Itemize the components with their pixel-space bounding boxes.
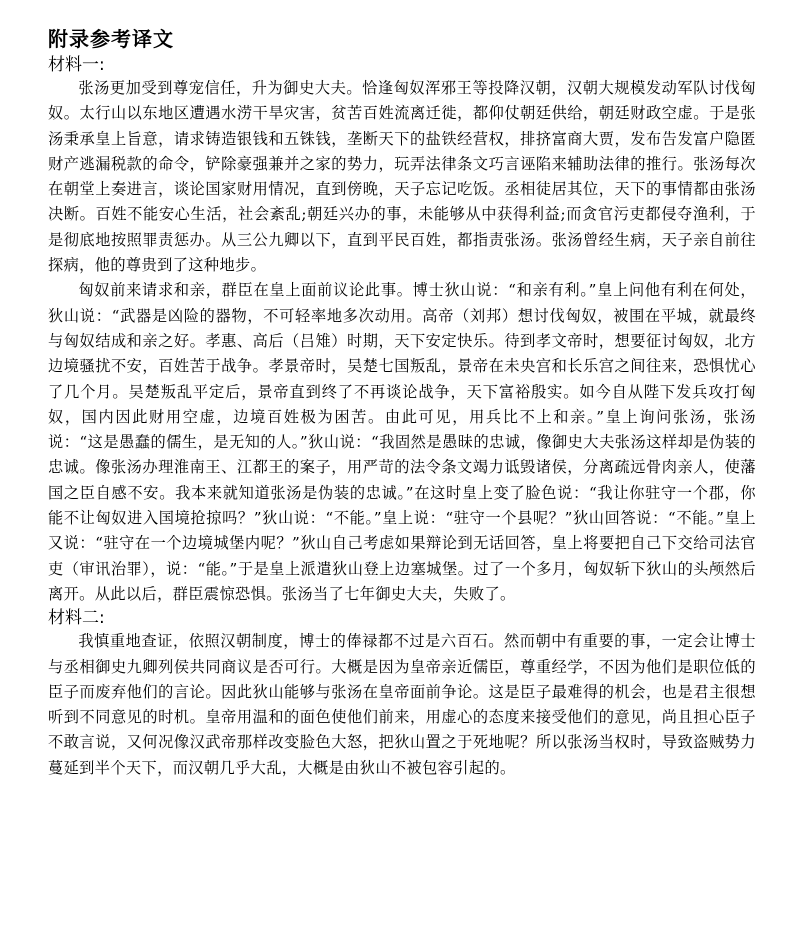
paragraph: 我慎重地查证，依照汉朝制度，博士的俸禄都不过是六百石。然而朝中有重要的事，一定会让博士与丞相御史九卿列侯共同商议是否可行。大概是因为皇帝亲近儒臣，尊重经学，不因为他们是职位低的臣子而废弃他们的言论。因此狄山能够与张汤在皇帝面前争论。这是臣子最难得的机会，也是君主很想听到不同意见的时机。皇帝用温和的面色使他们前来，用虚心的态度来接受他们的意见，尚且担心臣子不敢言说，又何况像汉武帝那样改变脸色大怒，把狄山置之于死地呢？所以张汤当权时，导致盗贼势力蔓延到半个天下，而汉朝几乎大乱，大概是由狄山不被包容引起的。 bbox=[48, 632, 756, 777]
section-label: 材料一: bbox=[48, 55, 105, 75]
section-material-one bbox=[48, 54, 756, 607]
paragraph: 匈奴前来请求和亲，群臣在皇上面前议论此事。博士狄山说：“和亲有利。”皇上问他有利在何处，狄山说：“武器是凶险的器物，不可轻率地多次动用。高帝（刘邦）想讨伐匈奴，被围在平城，就最终与匈奴结成和亲之好。孝惠、高后（吕雉）时期，天下安定快乐。待到孝文帝时，想要征讨匈奴，北方边境骚扰不安，百姓苦于战争。孝景帝时，吴楚七国叛乱，景帝在未央宫和长乐宫之间往来，恐惧忧心了几个月。吴楚叛乱平定后，景帝直到终了不再谈论战争，天下富裕殷实。如今自从陛下发兵攻打匈奴，国内因此财用空虚，边境百姓极为困苦。由此可见，用兵比不上和亲。”皇上询问张汤，张汤说：“这是愚蠢的儒生，是无知的人。”狄山说：“我固然是愚昧的忠诚，像御史大夫张汤这样却是伪装的忠诚。像张汤办理淮南王、江都王的案子，用严苛的法令条文竭力诋毁诸侯，分离疏远骨肉亲人，使藩国之臣自感不安。我本来就知道张汤是伪装的忠诚。”在这时皇上变了脸色说：“我让你驻守一个郡，你能不让匈奴进入国境抢掠吗？”狄山说：“不能。”皇上说：“驻守一个县呢？”狄山回答说：“不能。”皇上又说：“驻守在一个边境城堡内呢？”狄山自己考虑如果辩论到无话回答，皇上将要把自己下交给司法官吏（审讯治罪），说：“能。”于是皇上派遣狄山登上边塞城堡。过了一个多月，匈奴斩下狄山的头颅然后离开。从此以后，群臣震惊恐惧。张汤当了七年御史大夫，失败了。 bbox=[48, 281, 756, 603]
section-material-two bbox=[48, 607, 756, 781]
paragraph: 张汤更加受到尊宠信任，升为御史大夫。恰逢匈奴浑邪王等投降汉朝，汉朝大规模发动军队讨伐匈奴。太行山以东地区遭遇水涝干旱灾害，贫苦百姓流离迁徙，都仰仗朝廷供给，朝廷财政空虚。于是张汤秉承皇上旨意，请求铸造银钱和五铢钱，垄断天下的盐铁经营权，排挤富商大贾，发布告发富户隐匿财产逃漏税款的命令，铲除豪强兼并之家的势力，玩弄法律条文巧言诬陷来辅助法律的推行。张汤每次在朝堂上奏进言，谈论国家财用情况，直到傍晚，天子忘记吃饭。丞相徒居其位，天下的事情都由张汤决断。百姓不能安心生活，社会紊乱;朝廷兴办的事，未能够从中获得利益;而贪官污吏都侵夺渔利，于是彻底地按照罪责惩办。从三公九卿以下，直到平民百姓，都指责张汤。张汤曾经生病，天子亲自前往探病，他的尊贵到了这种地步。 bbox=[48, 79, 756, 275]
section-label: 材料二: bbox=[48, 608, 105, 629]
document-title: 附录参考译文 bbox=[48, 27, 174, 51]
document-page bbox=[48, 24, 756, 781]
